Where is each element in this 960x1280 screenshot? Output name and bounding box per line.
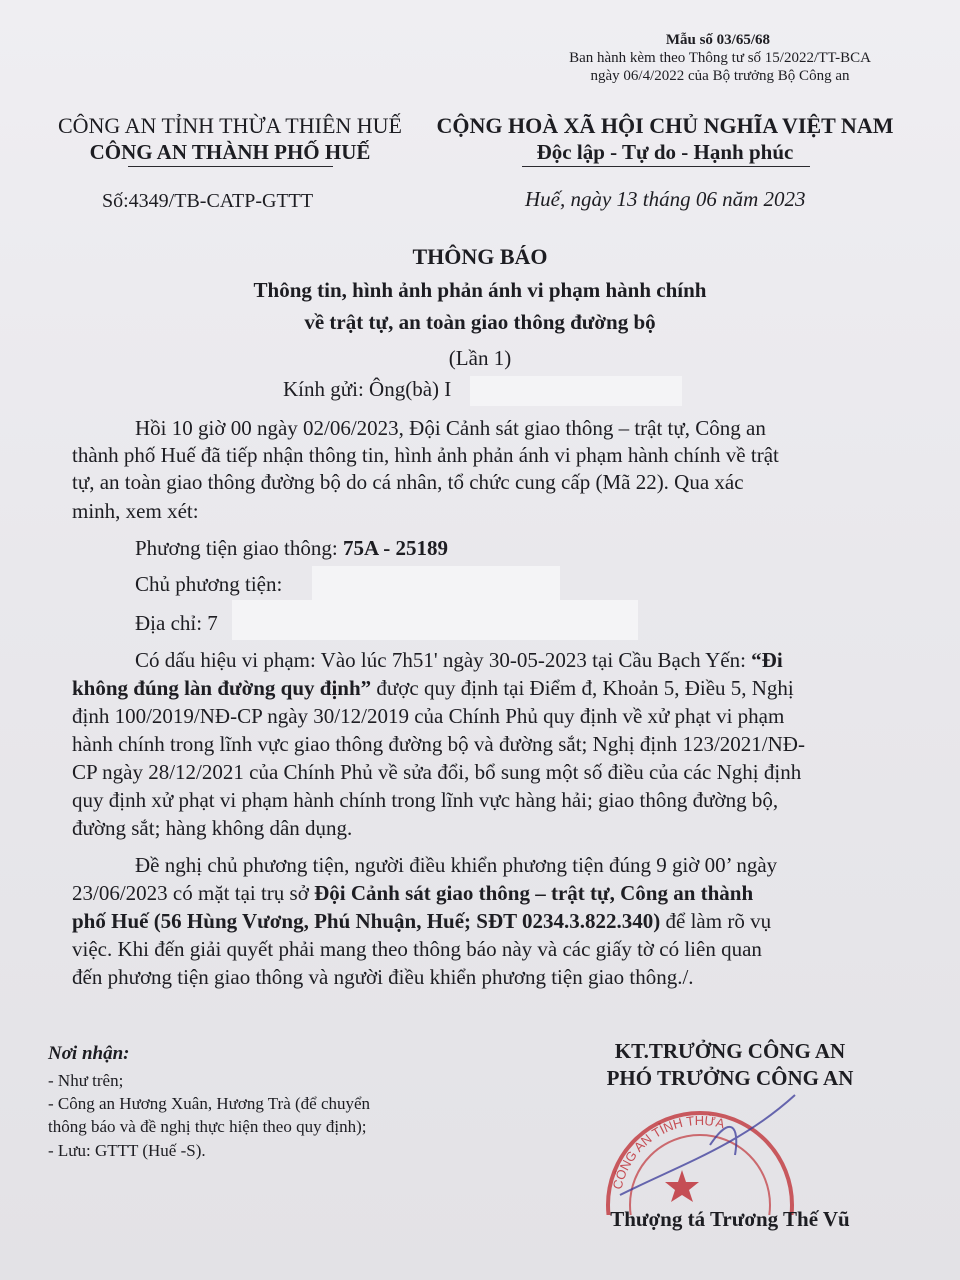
signer-name: Thượng tá Trương Thế Vũ [610, 1207, 850, 1231]
violation-title-end: không đúng làn đường quy định” [72, 676, 372, 700]
address-label: Địa chỉ: 7 [135, 611, 218, 635]
violation-line-1 [135, 648, 783, 673]
signature-role-2: PHÓ TRƯỞNG CÔNG AN [606, 1066, 854, 1090]
distribution-item-2a: - Công an Hương Xuân, Hương Trà (để chuyển [48, 1094, 371, 1113]
violation-title-start: “Đi [751, 648, 783, 672]
intro-line-1: Hồi 10 giờ 00 ngày 02/06/2023, Đội Cảnh sát giao thông – trật tự, Công an [135, 416, 766, 440]
subtitle-line-1: Thông tin, hình ảnh phản ánh vi phạm hành chính [253, 278, 707, 302]
recipient-line: Kính gửi: Ông(bà) I [283, 377, 452, 401]
agency-unit: CÔNG AN THÀNH PHỐ HUẾ [89, 140, 371, 164]
distribution-title: Nơi nhận: [48, 1043, 130, 1064]
violation-text-1: Có dấu hiệu vi phạm: Vào lúc 7h51' ngày 30-05-2023 tại Cầu Bạch Yến: [135, 648, 752, 672]
nation-name: CỘNG HOÀ XÃ HỘI CHỦ NGHĨA VIỆT NAM [436, 113, 894, 138]
vehicle-label: Phương tiện giao thông: [135, 536, 343, 560]
license-plate: 75A - 25189 [342, 536, 448, 560]
issued-note-line-1: Ban hành kèm theo Thông tư số 15/2022/TT-BCA [569, 50, 871, 66]
document-title: THÔNG BÁO [412, 244, 548, 269]
violation-line-4: hành chính trong lĩnh vực giao thông đường bộ và đường sắt; Nghị định 123/2021/NĐ- [72, 732, 805, 756]
distribution-item-1: - Như trên; [48, 1071, 124, 1090]
violation-line-7: đường sắt; hàng không dân dụng. [72, 816, 353, 840]
redacted-owner [312, 566, 560, 600]
request-line-4: việc. Khi đến giải quyết phải mang theo thông báo này và các giấy tờ có liên quan [72, 937, 762, 961]
violation-line-6: quy định xử phạt vi phạm hành chính trong lĩnh vực hàng hải; giao thông đường bộ, [72, 788, 779, 812]
agency-parent: CÔNG AN TỈNH THỪA THIÊN HUẾ [57, 113, 402, 138]
request-line-3 [72, 909, 771, 934]
subtitle-line-2: về trật tự, an toàn giao thông đường bộ [304, 310, 656, 334]
form-code: Mẫu số 03/65/68 [665, 32, 770, 48]
official-seal [590, 1085, 820, 1215]
request-line-5: đến phương tiện giao thông và người điều khiển phương tiện giao thông./. [72, 965, 694, 989]
owner-label: Chủ phương tiện: [135, 572, 283, 596]
issued-note-line-2: ngày 06/4/2022 của Bộ trưởng Bộ Công an [590, 68, 850, 84]
request-text-2: 23/06/2023 có mặt tại trụ sở [72, 881, 315, 905]
motto-underline [522, 166, 810, 167]
request-office: Đội Cảnh sát giao thông – trật tự, Công an thành [314, 881, 754, 905]
request-text-3: để làm rõ vụ [660, 909, 772, 933]
intro-line-4: minh, xem xét: [72, 499, 199, 523]
national-motto: Độc lập - Tự do - Hạnh phúc [536, 140, 794, 164]
redacted-recipient-name [470, 376, 682, 406]
request-office-address: phố Huế (56 Hùng Vương, Phú Nhuận, Huế; SĐT 0234.3.822.340) [72, 909, 661, 933]
document-number: Số:4349/TB-CATP-GTTT [102, 190, 314, 212]
violation-line-2 [72, 676, 794, 701]
signature-role-1: KT.TRƯỞNG CÔNG AN [614, 1039, 846, 1063]
redacted-address [232, 600, 638, 640]
distribution-item-3: - Lưu: GTTT (Huế -S). [48, 1141, 206, 1160]
place-date: Huế, ngày 13 tháng 06 năm 2023 [525, 187, 806, 211]
violation-line-5: CP ngày 28/12/2021 của Chính Phủ về sửa đổi, bổ sung một số điều của các Nghị định [72, 760, 802, 784]
intro-line-2: thành phố Huế đã tiếp nhận thông tin, hình ảnh phản ánh vi phạm hành chính về trật [72, 443, 779, 467]
violation-text-2: được quy định tại Điểm đ, Khoản 5, Điều 5, Nghị [371, 676, 794, 700]
notice-count: (Lần 1) [448, 346, 512, 370]
seal-text: CÔNG AN TỈNH THỪA [609, 1112, 727, 1191]
request-line-2 [72, 881, 753, 906]
vehicle-line [135, 536, 448, 561]
violation-line-3: định 100/2019/NĐ-CP ngày 30/12/2019 của Chính Phủ quy định về xử phạt vi phạm [72, 704, 785, 728]
request-line-1: Đề nghị chủ phương tiện, người điều khiển phương tiện đúng 9 giờ 00’ ngày [135, 853, 778, 877]
intro-line-3: tự, an toàn giao thông đường bộ do cá nhân, tổ chức cung cấp (Mã 22). Qua xác [72, 470, 744, 494]
seal-star-icon [665, 1170, 699, 1202]
distribution-item-2b: thông báo và đề nghị thực hiện theo quy định); [48, 1117, 367, 1136]
agency-underline [128, 166, 333, 167]
